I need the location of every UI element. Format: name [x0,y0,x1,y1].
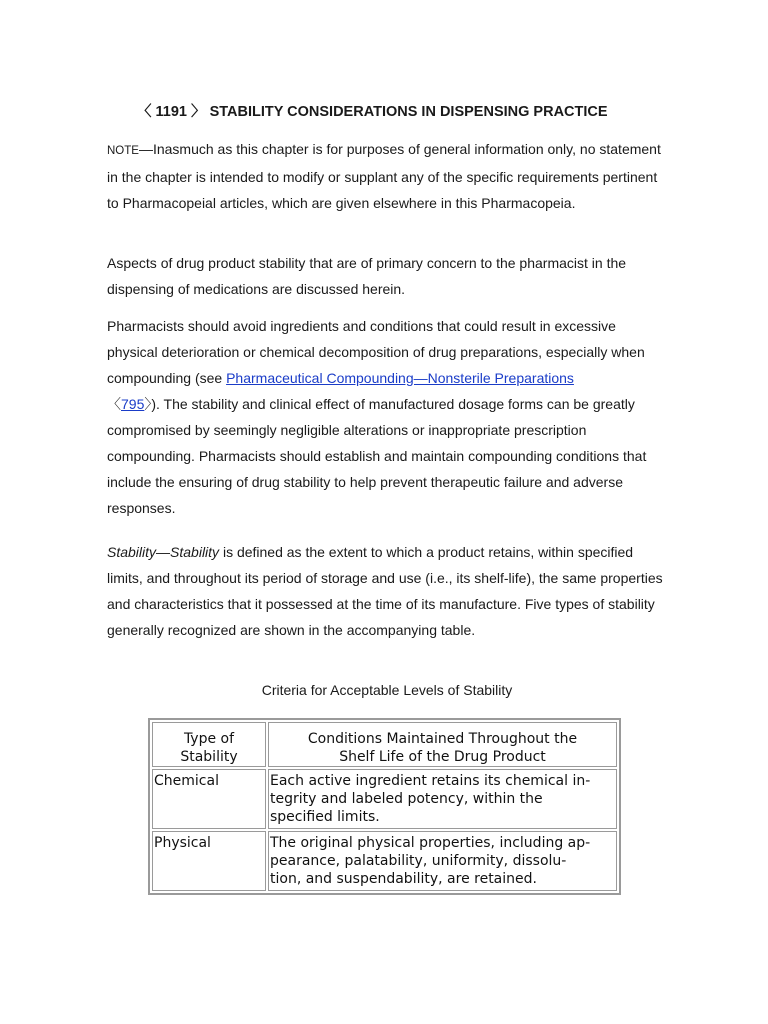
pharmacists-paragraph [107,313,667,521]
header-conditions: Conditions Maintained Throughout the Shelf Life of the Drug Product [268,722,617,767]
compounding-link[interactable]: Pharmaceutical Compounding—Nonsterile Preparations [226,370,574,386]
chapter-number: 1191 [155,104,187,120]
chapter-title: STABILITY CONSIDERATIONS IN DISPENSING PRACTICE [209,104,608,120]
pharmacists-text-before: Pharmacists should avoid ingredients and conditions that could result in excessive physical deterioration or chemical decomposition of drug preparations, especially when compounding (see [107,318,645,386]
chapter-ref-close: 〉 [144,396,152,412]
chapter-795-link[interactable]: 795 [121,396,145,412]
note-label: NOTE [107,145,139,157]
row-type-cell: Chemical [152,769,266,829]
header-type-of-stability: Type of Stability [152,722,266,767]
chapter-ref-open: 〈 [107,396,121,412]
stability-term-2: Stability [170,544,220,560]
stability-dash: — [156,544,171,560]
stability-text: is defined as the extent to which a product retains, within specified limits, and throughout its period of storage and use (i.e., its shelf-life), the same properties and characteristics that it possessed at the time of its manufacture. Five types of stability generally recognized are shown in the accompanying table. [107,544,663,638]
pharmacists-text-after: ). The stability and clinical effect of manufactured dosage forms can be greatly compromised by seemingly negligible alterations or inappropriate prescription compounding. Pharmacists should establish and maintain compounding conditions that include the ensuring of drug stability to help prevent therapeutic failure and adverse responses. [107,396,647,516]
table-row [152,831,617,891]
table-header-row [152,722,617,767]
row-type-cell: Physical [152,831,266,891]
stability-table [148,718,621,895]
table-caption: Criteria for Acceptable Levels of Stability [261,682,513,698]
chapter-bracket-open: 〈 [137,104,152,120]
row-conditions-cell: Each active ingredient retains its chemical in- tegrity and labeled potency, within the specified limits. [268,769,617,829]
note-text: —Inasmuch as this chapter is for purposes of general information only, no statement in the chapter is intended to modify or supplant any of the specific requirements pertinent to Pharmacopeial articles, which are given elsewhere in this Pharmacopeia. [107,141,661,211]
chapter-bracket-close: 〉 [191,104,206,120]
row-conditions-cell: The original physical properties, including ap- pearance, palatability, uniformity, dissolu- tion, and suspendability, are retained. [268,831,617,891]
chapter-heading [137,100,608,121]
note-paragraph [107,136,667,216]
stability-paragraph [107,539,667,643]
table-row [152,769,617,829]
aspects-paragraph: Aspects of drug product stability that are of primary concern to the pharmacist in the dispensing of medications are discussed herein. [107,255,627,297]
stability-term: Stability [107,544,157,560]
